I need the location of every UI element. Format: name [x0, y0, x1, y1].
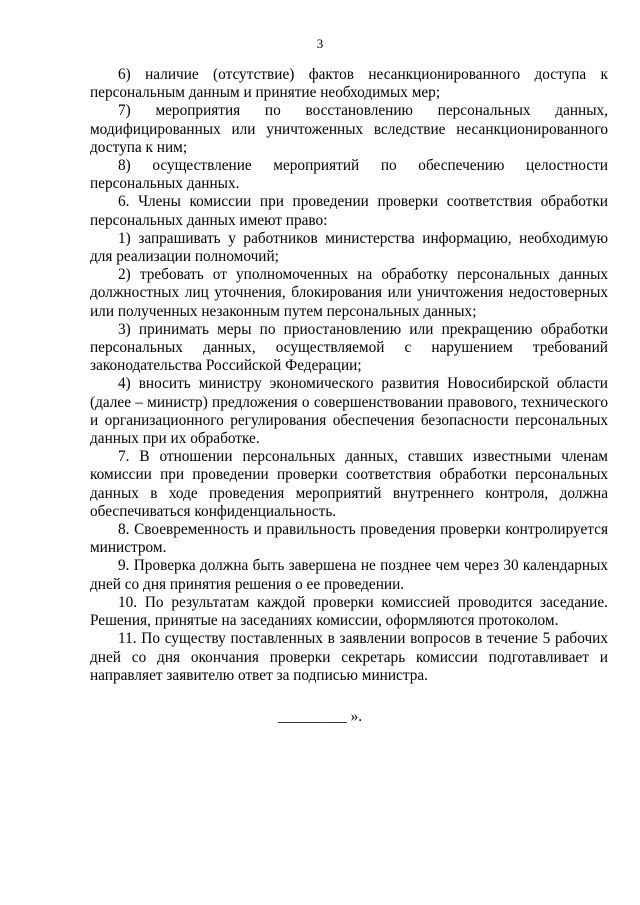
paragraph-clause-9: 9. Проверка должна быть завершена не позднее чем через 30 календарных дней со дня принятия решения о ее проведении.	[90, 557, 608, 593]
paragraph-item-8: 8) осуществление мероприятий по обеспечению целостности персональных данных.	[90, 157, 608, 193]
paragraph-right-1: 1) запрашивать у работников министерства информацию, необходимую для реализации полномочий;	[90, 229, 608, 266]
paragraph-right-2: 2) требовать от уполномоченных на обработку персональных данных должностных лиц уточнения, блокирования или уничтожения недостоверных или полученных незаконным путем персональных данных;	[90, 266, 608, 320]
paragraph-clause-8: 8. Своевременность и правильность проведения проверки контролируется министром.	[90, 521, 608, 557]
paragraph-clause-7: 7. В отношении персональных данных, ставших известными членам комиссии при проведении проверки соответствия обработки персональных данных в ходе проведения мероприятий внутреннего контроля, должна обеспечиваться конфиденциальность.	[90, 448, 608, 520]
paragraph-clause-10: 10. По результатам каждой проверки комиссией проводится заседание. Решения, принятые на заседаниях комиссии, оформляются протоколом.	[90, 593, 608, 630]
document-body	[90, 66, 608, 685]
paragraph-item-7: 7) мероприятия по восстановлению персональных данных, модифицированных или уничтоженных вследствие несанкционированного доступа к ним;	[90, 102, 608, 156]
paragraph-right-4: 4) вносить министру экономического развития Новосибирской области (далее – министр) предложения о совершенствовании правового, технического и организационного регулирования обеспечения безопасности персональных данных при их обработке.	[90, 375, 608, 448]
paragraph-clause-11: 11. По существу поставленных в заявлении вопросов в течение 5 рабочих дней со дня окончания проверки секретарь комиссии подготавливает и направляет заявителю ответ за подписью министра.	[90, 630, 608, 684]
paragraph-clause-6: 6. Члены комиссии при проведении проверки соответствия обработки персональных данных имеют право:	[90, 193, 608, 229]
paragraph-right-3: 3) принимать меры по приостановлению или прекращению обработки персональных данных, осуществляемой с нарушением требований законодательства Российской Федерации;	[90, 320, 608, 375]
closing-mark: _________ ».	[277, 708, 363, 725]
paragraph-item-6: 6) наличие (отсутствие) фактов несанкционированного доступа к персональным данным и принятие необходимых мер;	[90, 66, 608, 102]
page-number: 3	[316, 36, 324, 51]
